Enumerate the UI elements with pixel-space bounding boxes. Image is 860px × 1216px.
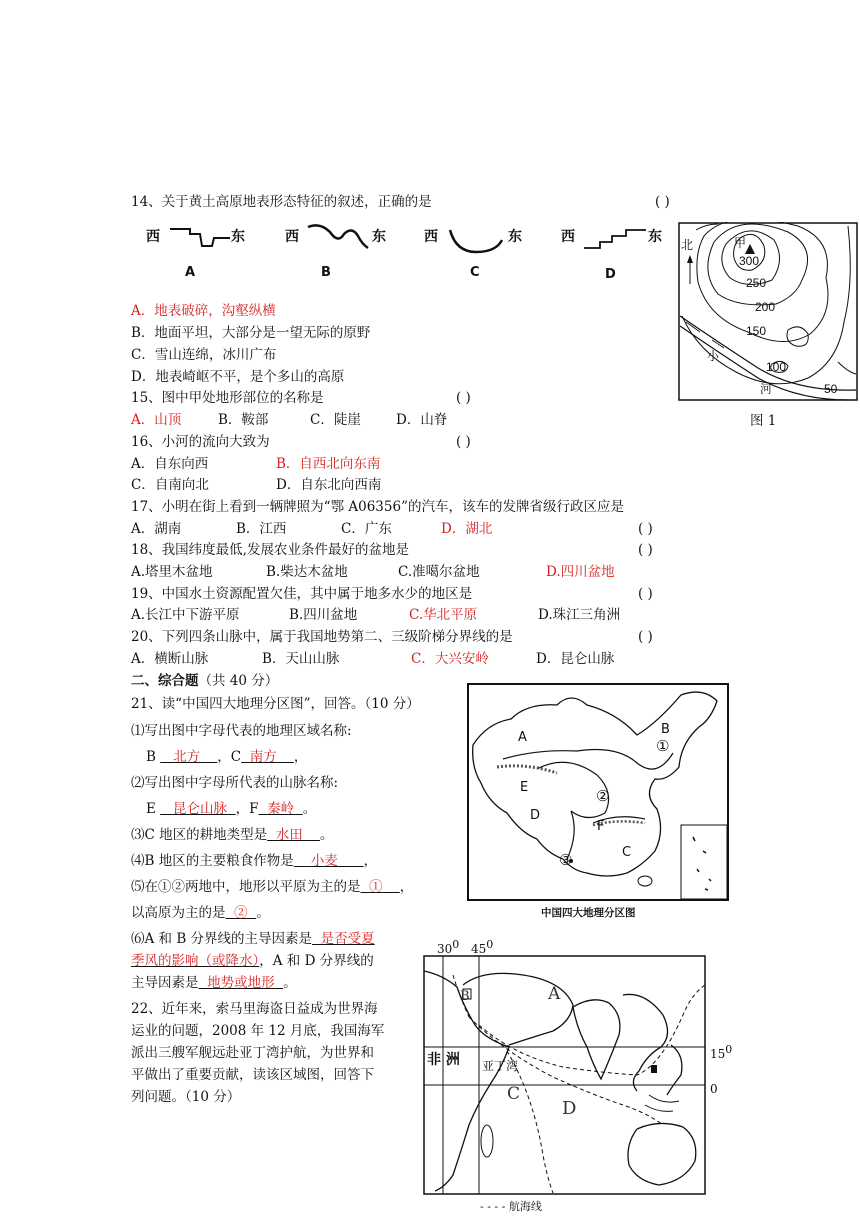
profile-b-sketch (306, 222, 370, 252)
q21-p6-blank-c (199, 975, 284, 991)
q20-option-b: B．天山山脉 (262, 651, 340, 667)
map1-label-2: ② (596, 787, 610, 805)
q21-p5-prefix: ⑸在①②两地中，地形以平原为主的是 (131, 879, 361, 895)
q16-paren: ( ) (456, 434, 471, 450)
fig1-contour-300: 300 (739, 254, 760, 268)
q17-stem: 17、小明在街上看到一辆牌照为“鄂 A06356”的汽车，该车的发牌省级行政区应是 (131, 499, 624, 515)
profile-c-west: 西 (424, 229, 438, 245)
map1-label-d: D (530, 808, 541, 823)
map1-label-c: C (622, 845, 632, 860)
q21-p5-blank (361, 879, 400, 895)
map2-lat-15-value: 15 (710, 1047, 726, 1061)
q17-option-c: C．广东 (341, 521, 392, 537)
profile-b-east: 东 (372, 229, 386, 245)
map2-africa: 非 洲 (427, 1052, 460, 1068)
q21-f-answer-blank (259, 801, 303, 817)
q21-f-answer: 秦岭 (267, 801, 295, 817)
q21-stem: 21、读“中国四大地理分区图”，回答。（10 分） (131, 696, 420, 712)
q21-p3-end: 。 (319, 827, 334, 843)
map2-lon-45: 45 (471, 942, 487, 956)
q19-option-b: B.四川盆地 (289, 607, 358, 623)
q21-c-answer-blank (241, 749, 294, 765)
q18-option-d: D.四川盆地 (546, 564, 615, 580)
map2-lat-15-deg: 0 (725, 1043, 733, 1056)
q21-p1-answers (146, 748, 307, 766)
map2-label-d: D (562, 1098, 577, 1119)
q22-line2: 运业的问题，2008 年 12 月底，我国海军 (131, 1023, 385, 1039)
fig1-north: 北 (681, 238, 694, 252)
profile-d-west: 西 (561, 229, 575, 245)
map1-label-e: E (520, 780, 529, 795)
profile-a-east: 东 (231, 229, 245, 245)
q21-p4-blank (294, 853, 364, 869)
map2-legend-line: - - - - (480, 1200, 509, 1213)
q19-option-a: A.长江中下游平原 (131, 607, 240, 623)
q21-p2-answers (146, 800, 316, 818)
q21-e-prefix: E (146, 801, 156, 817)
map1-label-a: A (518, 730, 527, 745)
profile-b-letter: B (321, 265, 331, 280)
profile-a-west: 西 (146, 229, 160, 245)
map1-label-1: ① (656, 737, 670, 755)
q21-b-prefix: B (146, 749, 156, 765)
profile-a-sketch (168, 226, 232, 250)
q21-p6-end: 。 (283, 975, 297, 991)
q16-stem: 16、小河的流向大致为 (131, 434, 270, 450)
q21-b-answer: 北方 (173, 749, 201, 765)
q18-stem: 18、我国纬度最低,发展农业条件最好的盆地是 (131, 542, 409, 558)
q18-option-c: C.准噶尔盆地 (398, 564, 480, 580)
q19-option-c: C.华北平原 (409, 607, 478, 623)
q21-p6-answer-b: 季风的影响（或降水） (131, 953, 260, 969)
q20-option-a: A．横断山脉 (131, 651, 209, 667)
q21-p6-line2 (131, 952, 374, 970)
map2-label-a: A (548, 984, 561, 1004)
q17-option-d: D．湖北 (441, 521, 493, 537)
q21-p5 (131, 878, 413, 896)
q21-p5b (131, 904, 270, 922)
q20-option-d: D．昆仑山脉 (536, 651, 615, 667)
map1-label-3: ③ (559, 851, 573, 869)
map1-caption: 中国四大地理分区图 (541, 907, 636, 919)
q21-p2: ⑵写出图中字母所代表的山脉名称: (131, 775, 339, 791)
q21-p6-line1 (131, 930, 375, 948)
q18-option-b: B.柴达木盆地 (266, 564, 348, 580)
map2-legend (480, 1198, 542, 1216)
fig1-caption: 图 1 (750, 413, 777, 429)
profile-b-west: 西 (285, 229, 299, 245)
profile-a-letter: A (185, 265, 196, 280)
profile-c-east: 东 (508, 229, 522, 245)
q21-p5b-prefix: 以高原为主的是 (131, 905, 226, 921)
q15-option-d: D．山脊 (396, 412, 448, 428)
map2-legend-label: 航海线 (508, 1200, 542, 1213)
profile-d-letter: D (605, 267, 616, 282)
q21-p6-answer-a: 是否受夏 (320, 931, 375, 947)
q21-p4 (131, 852, 377, 870)
q21-p4-end: ， (363, 853, 378, 869)
q15-paren: ( ) (456, 390, 471, 406)
fig1-contour-250: 250 (746, 276, 767, 290)
section2-heading (131, 672, 278, 690)
q18-option-a: A.塔里木盆地 (131, 564, 213, 580)
q15-option-a: A．山顶 (131, 412, 182, 428)
section2-title: 二、综合题 (131, 673, 199, 689)
q21-p6-blank-a (312, 931, 375, 947)
q17-paren: ( ) (638, 521, 653, 537)
profile-c-letter: C (470, 265, 480, 280)
q21-p3-blank (267, 827, 320, 843)
q21-p5b-answer: ② (234, 905, 248, 921)
fig1-contour-200: 200 (755, 300, 776, 314)
q21-p5-answer: ① (369, 879, 383, 895)
q22-line4: 平做出了重要贡献，读该区域图，回答下 (131, 1067, 374, 1083)
q14-paren: ( ) (655, 194, 670, 210)
q16-option-c: C．自南向北 (131, 477, 209, 493)
q20-paren: ( ) (638, 629, 653, 645)
fig1-contour-100: 100 (766, 360, 787, 374)
q17-option-a: A．湖南 (131, 521, 182, 537)
map1-label-f: F (597, 819, 605, 834)
q14-option-b: B．地面平坦，大部分是一望无际的原野 (131, 325, 371, 341)
q15-option-b: B．鞍部 (218, 412, 269, 428)
q21-p3-prefix: ⑶C 地区的耕地类型是 (131, 827, 268, 843)
q21-p2-end: 。 (302, 801, 317, 817)
q19-paren: ( ) (638, 586, 653, 602)
profile-c-sketch (446, 226, 506, 256)
q20-stem: 20、下列四条山脉中，属于我国地势第二、三级阶梯分界线的是 (131, 629, 513, 645)
q21-p6-line3 (131, 974, 297, 992)
map2-lon-30: 30 (437, 942, 453, 956)
map2-label-c: C (507, 1084, 521, 1104)
fig1-river-he: 河 (760, 382, 773, 396)
q18-paren: ( ) (638, 542, 653, 558)
q21-f-prefix: ，F (235, 801, 259, 817)
q21-p4-prefix: ⑷B 地区的主要粮食作物是 (131, 853, 294, 869)
section2-score: （共 40 分） (198, 673, 279, 689)
q20-option-c: C．大兴安岭 (411, 651, 489, 667)
fig1-contour-50: 50 (824, 382, 838, 396)
q16-option-a: A．自东向西 (131, 456, 209, 472)
q14-option-a: A．地表破碎，沟壑纵横 (131, 303, 276, 319)
profile-d-sketch (582, 226, 648, 252)
q16-option-d: D．自东北向西南 (276, 477, 382, 493)
q21-p1: ⑴写出图中字母代表的地理区域名称: (131, 723, 352, 739)
q21-p6-blank-b (131, 953, 259, 969)
q21-p5-end: ， (399, 879, 414, 895)
fig1-river-xiao: 小 (707, 349, 720, 363)
q15-option-c: C．陡崖 (310, 412, 361, 428)
map2-deg-45: 0 (486, 938, 494, 951)
q22-line3: 派出三艘军舰远赴亚丁湾护航，为世界和 (131, 1045, 374, 1061)
q21-p3 (131, 826, 333, 844)
map2-gulf-of-aden: 亚丁湾 (482, 1059, 519, 1073)
q21-p3-answer: 水田 (275, 827, 303, 843)
q22-line5: 列问题。（10 分） (131, 1089, 241, 1105)
q19-option-d: D.珠江三角洲 (538, 607, 621, 623)
map2-lat-0: 0 (710, 1082, 718, 1096)
q21-p1-end: ， (293, 749, 308, 765)
q22-line1: 22、近年来，索马里海盗日益成为世界海 (131, 1001, 378, 1017)
q14-option-d: D．地表崎岖不平，是个多山的高原 (131, 369, 345, 385)
q17-option-b: B．江西 (236, 521, 287, 537)
q15-stem: 15、图中甲处地形部位的名称是 (131, 390, 324, 406)
map2-lat-15 (710, 1041, 732, 1063)
q21-e-answer: 昆仑山脉 (173, 801, 228, 817)
q21-p5b-blank (226, 905, 257, 921)
q21-p4-answer: 小麦 (310, 853, 338, 869)
q21-p6-mid: ，A 和 D 分界线的 (259, 953, 374, 969)
q21-c-prefix: ，C (217, 749, 242, 765)
q14-option-c: C．雪山连绵，冰川广布 (131, 347, 277, 363)
fig1-jia: 甲 (734, 236, 747, 250)
profile-d-east: 东 (648, 229, 662, 245)
fig1-contour-150: 150 (746, 324, 767, 338)
q21-p6-c-prefix: 主导因素是 (131, 975, 199, 991)
map2-deg-30: 0 (452, 938, 460, 951)
q14-stem: 14、关于黄土高原地表形态特征的叙述，正确的是 (131, 194, 432, 210)
q21-b-answer-blank (160, 749, 217, 765)
q21-p6-prefix: ⑹A 和 B 分界线的主导因素是 (131, 931, 313, 947)
q19-stem: 19、中国水土资源配置欠佳，其中属于地多水少的地区是 (131, 586, 473, 602)
q21-p5b-end: 。 (256, 905, 270, 921)
q21-e-answer-blank (160, 801, 235, 817)
q16-option-b: B．自西北向东南 (276, 456, 381, 472)
q21-p6-answer-c: 地势或地形 (207, 975, 275, 991)
map1-label-b: B (661, 722, 670, 737)
map2-label-b: B (460, 989, 470, 1004)
q21-c-answer: 南方 (249, 749, 277, 765)
